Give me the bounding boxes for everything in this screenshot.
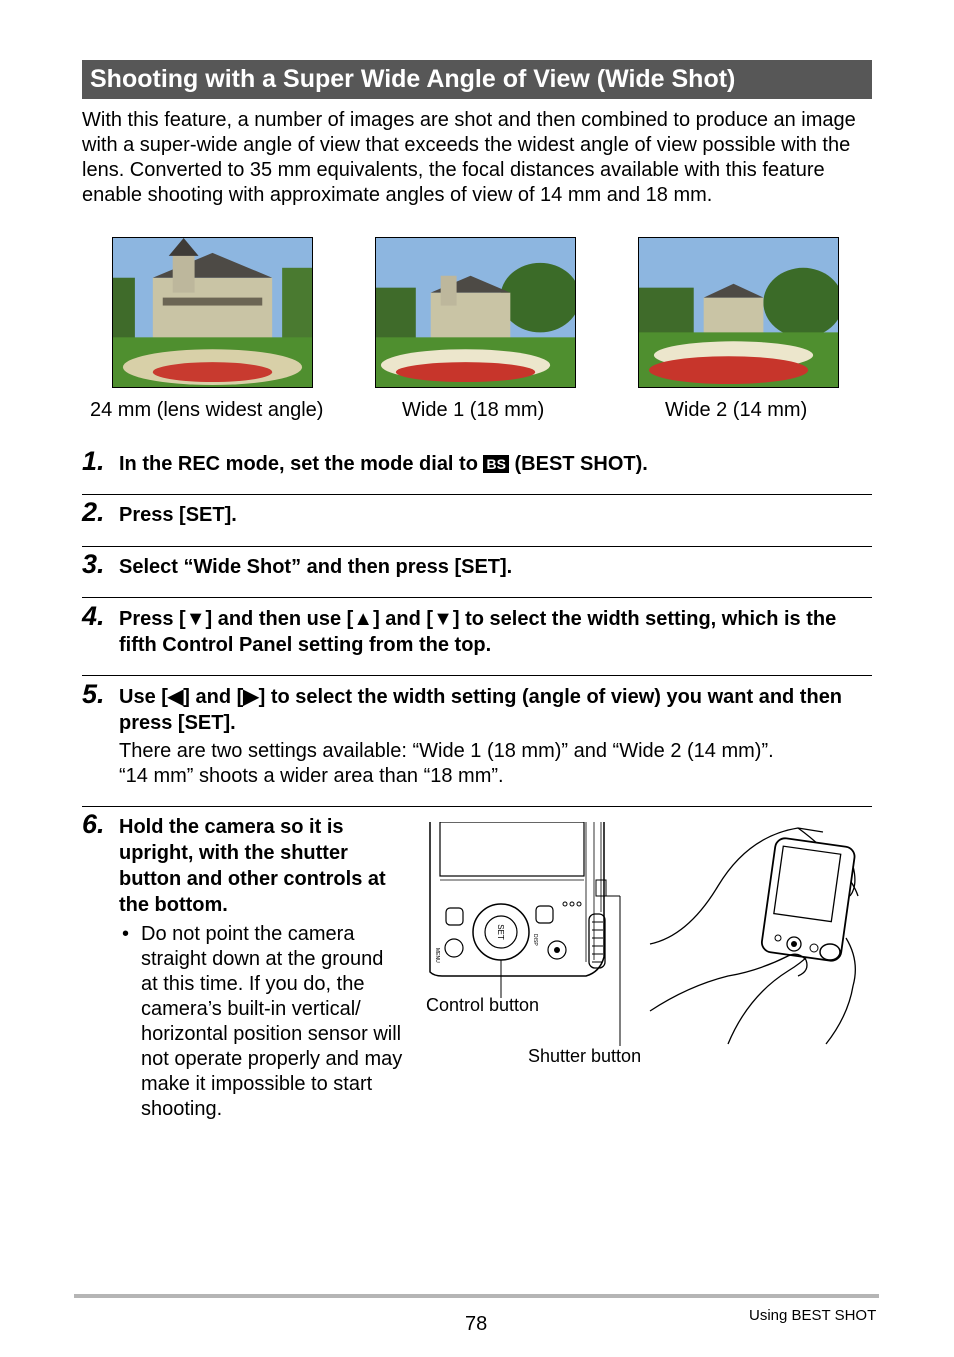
step-5-note-1: There are two settings available: “Wide 1 (18 mm)” and “Wide 2 (14 mm)”. <box>119 740 774 762</box>
step-number: 1. <box>82 446 105 476</box>
divider <box>82 494 872 495</box>
step-number: 5. <box>82 679 105 709</box>
step-1-text <box>119 451 648 477</box>
photo-caption-24mm: 24 mm (lens widest angle) <box>90 399 324 421</box>
step-4-text: Press [▼] and then use [▲] and [▼] to select the width setting, which is the fifth Control Panel setting from the top. <box>119 608 837 656</box>
divider <box>82 675 872 676</box>
disp-label: DISP <box>532 934 538 946</box>
step-number: 4. <box>82 601 105 631</box>
hands-holding-camera-illustration <box>648 826 872 1048</box>
step-2-text: Press [SET]. <box>119 504 237 526</box>
best-shot-icon: BS <box>483 455 508 473</box>
step-5-text: Use [◀] and [▶] to select the width setting (angle of view) you want and then press [SET]. <box>119 686 843 734</box>
divider <box>82 597 872 598</box>
step-6-bullet-text: Do not point the camera straight down at the ground at this time. If you do, the camera’s built-in vertical/ horizontal position sensor will not operate properly and may make it impossible to start shooting. <box>141 923 403 1120</box>
photo-caption-wide2: Wide 2 (14 mm) <box>665 399 808 421</box>
step-number: 6. <box>82 809 105 839</box>
control-button-label: Control button <box>426 995 540 1015</box>
section-title: Shooting with a Super Wide Angle of View (Wide Shot) <box>82 60 872 99</box>
photo-wide2 <box>638 237 839 388</box>
page-number: 78 <box>465 1313 488 1335</box>
footer-section: Using BEST SHOT <box>749 1307 877 1324</box>
divider <box>82 806 872 807</box>
shutter-button-label: Shutter button <box>528 1046 642 1066</box>
step-1-post: (BEST SHOT). <box>508 453 648 475</box>
photo-24mm <box>112 237 313 388</box>
set-label: SET <box>496 924 505 940</box>
footer-rule <box>74 1294 879 1298</box>
bullet-marker: • <box>122 923 130 945</box>
step-number: 2. <box>82 497 105 527</box>
step-number: 3. <box>82 549 105 579</box>
photo-caption-wide1: Wide 1 (18 mm) <box>402 399 545 421</box>
step-3-text: Select “Wide Shot” and then press [SET]. <box>119 556 513 578</box>
divider <box>82 546 872 547</box>
step-1-pre: In the REC mode, set the mode dial to <box>119 453 484 475</box>
menu-label: MENU <box>434 948 440 963</box>
intro-paragraph: With this feature, a number of images are shot and then combined to produce an image with a super-wide angle of view that exceeds the widest angle of view possible with the lens. Converted to 35 mm equivalents, the focal distances available with this feature enable shooting with approximate angles of view of 14 mm and 18 mm. <box>82 109 856 206</box>
step-6-text: Hold the camera so it is upright, with the shutter button and other controls at the bottom. <box>119 816 386 916</box>
photo-wide1 <box>375 237 576 388</box>
step-5-note-2: “14 mm” shoots a wider area than “18 mm”. <box>119 765 504 787</box>
